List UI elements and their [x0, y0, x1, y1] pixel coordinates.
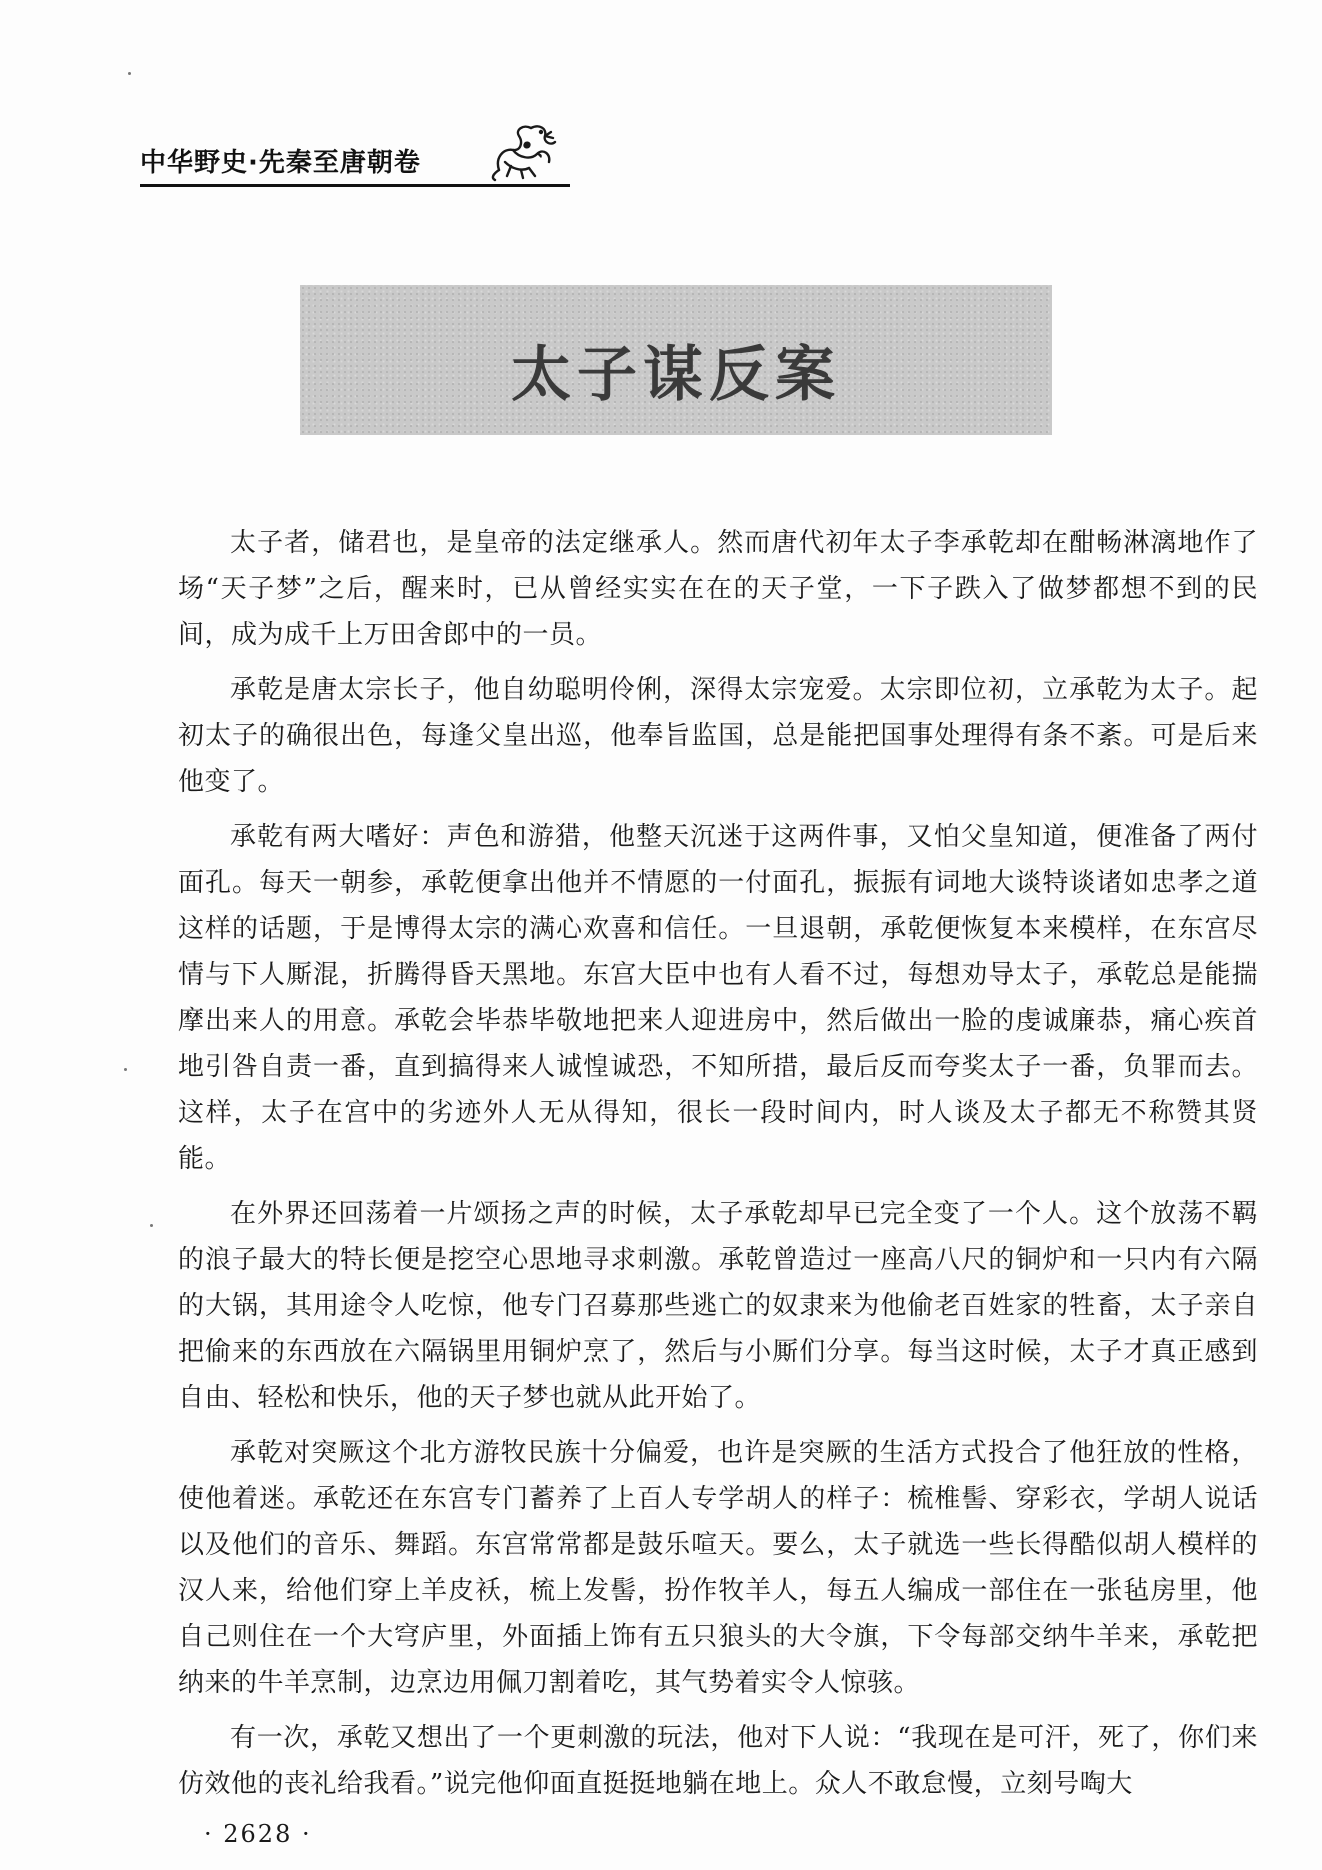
- scan-speck: [124, 1068, 127, 1071]
- scan-speck: [150, 1224, 153, 1227]
- paragraph: 承乾是唐太宗长子，他自幼聪明伶俐，深得太宗宠爱。太宗即位初，立承乾为太子。起初太子的确很出色，每逢父皇出巡，他奉旨监国，总是能把国事处理得有条不紊。可是后来他变了。: [178, 675, 1258, 797]
- article-body: [178, 520, 1258, 1816]
- page-number: · 2628 ·: [204, 1820, 312, 1848]
- paragraph: 在外界还回荡着一片颂扬之声的时候，太子承乾却早已完全变了一个人。这个放荡不羁的浪子最大的特长便是挖空心思地寻求刺激。承乾曾造过一座高八尺的铜炉和一只内有六隔的大锅，其用途令人吃惊，他专门召募那些逃亡的奴隶来为他偷老百姓家的牲畜，太子亲自把偷来的东西放在六隔锅里用铜炉烹了，然后与小厮们分享。每当这时候，太子才真正感到自由、轻松和快乐，他的天子梦也就从此开始了。: [178, 1199, 1258, 1413]
- chapter-title-banner: [300, 285, 1052, 435]
- paragraph: 承乾对突厥这个北方游牧民族十分偏爱，也许是突厥的生活方式投合了他狂放的性格，使他着迷。承乾还在东宫专门蓄养了上百人专学胡人的样子：梳椎髻、穿彩衣，学胡人说话以及他们的音乐、舞蹈。东宫常常都是鼓乐喧天。要么，太子就选一些长得酷似胡人模样的汉人来，给他们穿上羊皮袄，梳上发髻，扮作牧羊人，每五人编成一部住在一张毡房里，他自己则住在一个大穹庐里，外面插上饰有五只狼头的大令旗，下令每部交纳牛羊来，承乾把纳来的牛羊烹制，边烹边用佩刀割着吃，其气势着实令人惊骇。: [178, 1438, 1258, 1698]
- paragraph: 有一次，承乾又想出了一个更刺激的玩法，他对下人说：“我现在是可汗，死了，你们来仿效他的丧礼给我看。”说完他仰面直挺挺地躺在地上。众人不敢怠慢，立刻号啕大: [178, 1723, 1258, 1799]
- header-rule: [140, 184, 570, 187]
- scan-speck: [128, 72, 131, 75]
- book-title: 中华野史·先秦至唐朝卷: [140, 148, 421, 178]
- running-header: [140, 118, 570, 190]
- paragraph: 承乾有两大嗜好：声色和游猎，他整天沉迷于这两件事，又怕父皇知道，便准备了两付面孔。每天一朝参，承乾便拿出他并不情愿的一付面孔，振振有词地大谈特谈诸如忠孝之道这样的话题，于是博得太宗的满心欢喜和信任。一旦退朝，承乾便恢复本来模样，在东宫尽情与下人厮混，折腾得昏天黑地。东宫大臣中也有人看不过，每想劝导太子，承乾总是能揣摩出来人的用意。承乾会毕恭毕敬地把来人迎进房中，然后做出一脸的虔诚廉恭，痛心疾首地引咎自责一番，直到搞得来人诚惶诚恐，不知所措，最后反而夸奖太子一番，负罪而去。这样，太子在宫中的劣迹外人无从得知，很长一段时间内，时人谈及太子都无不称赞其贤能。: [178, 822, 1258, 1174]
- dragon-emblem-icon: [485, 118, 565, 184]
- chapter-title: 太子谋反案: [511, 340, 841, 410]
- paragraph: 太子者，储君也，是皇帝的法定继承人。然而唐代初年太子李承乾却在酣畅淋漓地作了场“天子梦”之后，醒来时，已从曾经实实在在的天子堂，一下子跌入了做梦都想不到的民间，成为成千上万田舍郎中的一员。: [178, 528, 1258, 650]
